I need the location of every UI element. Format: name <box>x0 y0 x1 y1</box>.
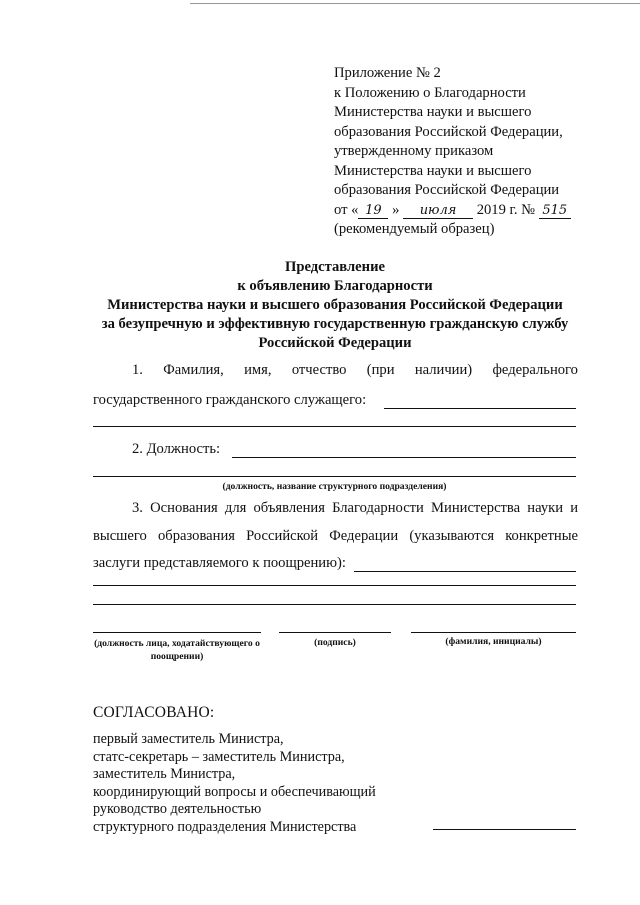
item1-word: Фамилия, <box>163 362 224 378</box>
appendix-line: Министерства науки и высшего <box>334 104 532 120</box>
item1-word: отчество <box>291 362 347 378</box>
appendix-line: Министерства науки и высшего <box>334 162 532 179</box>
appendix-line: к Положению о Благодарности <box>334 84 526 101</box>
signer-line: структурного подразделения Министерства <box>93 818 357 835</box>
signer-line: координирующий вопросы и обеспечивающий <box>93 783 376 800</box>
item2-label: 2. Должность: <box>132 441 221 457</box>
grounds-field-line-2 <box>93 585 576 586</box>
item1-word: федерального <box>492 362 578 378</box>
signature-line <box>279 632 391 633</box>
name-line <box>411 632 576 633</box>
title-line: Представление <box>285 259 385 275</box>
appendix-header <box>334 64 571 240</box>
petitioner-position-line <box>93 632 261 633</box>
order-date-line <box>334 201 571 221</box>
item1-word: наличии) <box>414 362 473 378</box>
item3-line3: заслуги представляемого к поощрению): <box>93 555 346 571</box>
handwritten-month: июля <box>403 203 473 219</box>
item1-line2: государственного гражданского служащего: <box>93 392 367 408</box>
agreed-signature-line <box>433 829 576 830</box>
agreed-signers <box>93 731 376 837</box>
appendix-line: образования Российской Федерации <box>334 182 560 198</box>
position-field-line <box>232 457 576 458</box>
signature-caption: (подпись) <box>314 637 356 648</box>
signer-line: заместитель Министра, <box>93 766 236 783</box>
date-year: 2019 г. № <box>476 201 536 218</box>
fullname-field-line-2 <box>93 426 576 427</box>
signer-line: статс-секретарь – заместитель Министра, <box>93 748 345 765</box>
item1-word: (при <box>366 362 395 378</box>
document-title <box>80 258 590 353</box>
petitioner-position-caption <box>93 637 261 663</box>
item3-line2: высшего образования Российской Федерации (указываются конкретные <box>93 528 578 544</box>
grounds-field-line <box>354 571 576 572</box>
handwritten-order-number: 515 <box>539 203 571 219</box>
title-line: за безупречную и эффективную государственную гражданскую службу <box>101 316 569 332</box>
handwritten-day: 19 <box>358 203 388 219</box>
title-line: Российской Федерации <box>258 335 412 351</box>
appendix-line: образования Российской Федерации, <box>334 123 563 140</box>
position-field-line-2 <box>93 476 576 477</box>
title-line: к объявлению Благодарности <box>237 278 433 294</box>
item1-word: 1. <box>132 362 143 378</box>
position-caption: (должность, название структурного подразделения) <box>222 481 447 492</box>
signer-line: руководство деятельностью <box>93 801 262 818</box>
sample-note: (рекомендуемый образец) <box>334 221 495 237</box>
item1-word: имя, <box>244 362 272 378</box>
agreed-heading: СОГЛАСОВАНО: <box>93 704 215 721</box>
date-prefix: от « <box>334 201 359 218</box>
page-top-border <box>190 3 640 4</box>
date-mid: » <box>392 201 400 218</box>
item3-line1: 3. Основания для объявления Благодарности Министерства науки и <box>132 500 578 516</box>
caption-line: (должность лица, ходатайствующего о <box>94 638 260 649</box>
item1-line1 <box>132 362 578 379</box>
title-line: Министерства науки и высшего образования Российской Федерации <box>107 297 563 313</box>
signer-line: первый заместитель Министра, <box>93 731 284 747</box>
grounds-field-line-3 <box>93 604 576 605</box>
appendix-line: Приложение № 2 <box>334 65 441 81</box>
name-caption: (фамилия, инициалы) <box>445 636 542 647</box>
caption-line: поощрении) <box>150 651 204 662</box>
fullname-field-line <box>384 408 576 409</box>
appendix-line: утвержденному приказом <box>334 143 494 159</box>
